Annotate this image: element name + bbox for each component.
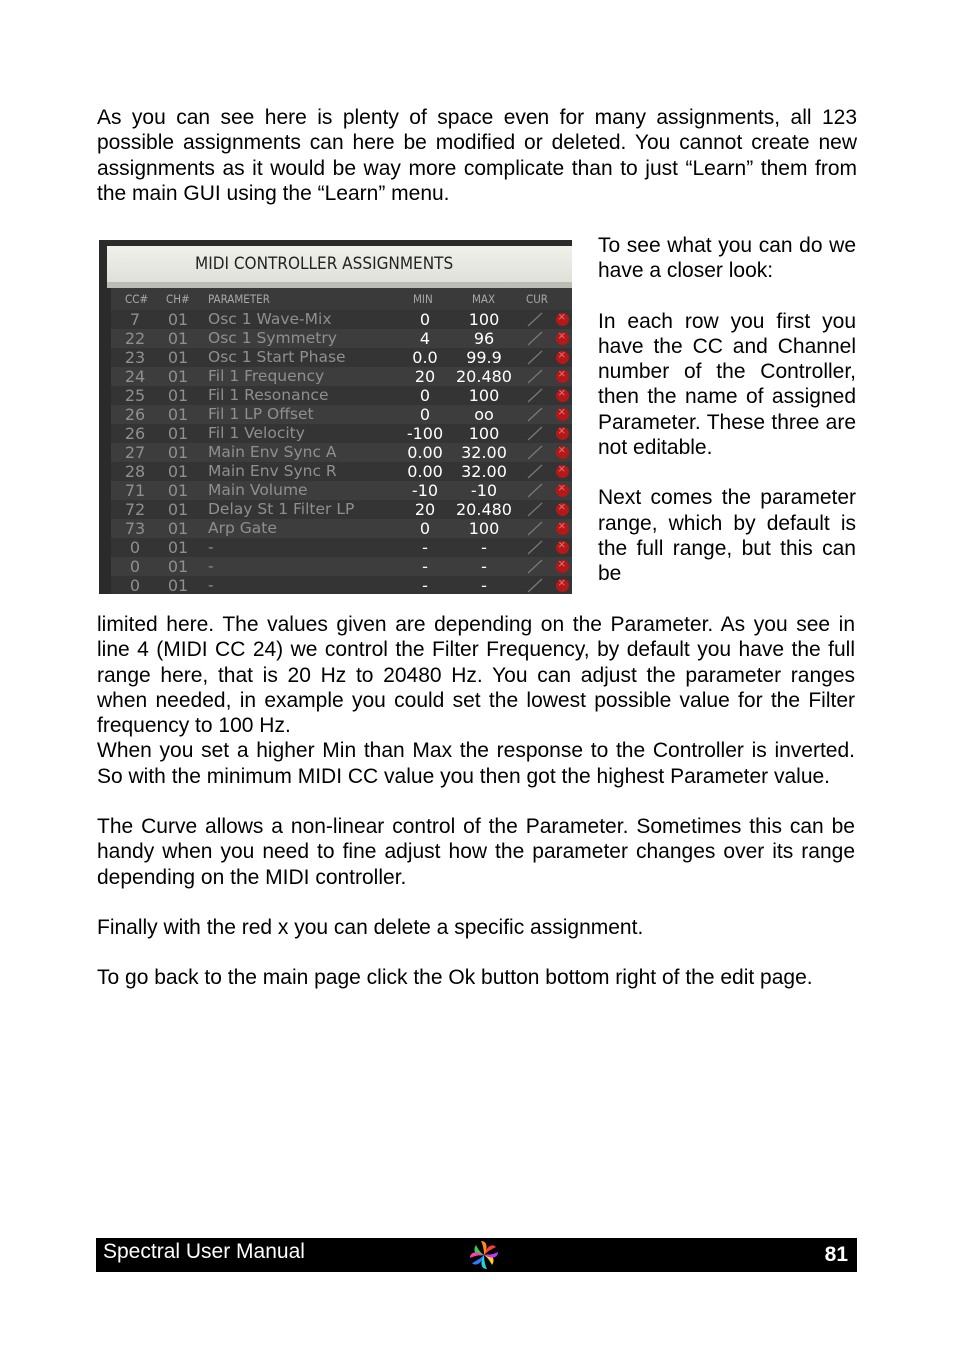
delete-icon[interactable]: [556, 313, 569, 326]
footer-title: Spectral User Manual: [103, 1240, 305, 1263]
cell-min[interactable]: 20: [414, 500, 436, 519]
panel-header: [107, 246, 572, 282]
cell-parameter: -: [208, 557, 214, 575]
delete-icon[interactable]: [556, 484, 569, 497]
cell-cc: 24: [124, 367, 146, 386]
curve-icon[interactable]: [526, 426, 544, 441]
page-footer: [96, 1238, 857, 1272]
side-paragraph-3: Next comes the parameter range, which by default is the full range, but this can be: [598, 486, 856, 586]
cell-cc: 26: [124, 424, 146, 443]
curve-icon[interactable]: [526, 559, 544, 574]
cell-max[interactable]: 96: [473, 329, 495, 348]
cell-min[interactable]: 4: [419, 329, 431, 348]
cell-parameter: Osc 1 Symmetry: [208, 329, 337, 347]
header-ch: CH#: [166, 292, 190, 306]
cell-cc: 0: [129, 557, 141, 576]
page-number: 81: [824, 1243, 848, 1266]
table-row: [111, 329, 572, 348]
delete-paragraph: Finally with the red x you can delete a specific assignment.: [97, 915, 644, 939]
cell-cc: 28: [124, 462, 146, 481]
cell-parameter: Fil 1 Frequency: [208, 367, 325, 385]
assignment-table: [111, 288, 572, 594]
cell-parameter: Main Volume: [208, 481, 308, 499]
cell-max[interactable]: -10: [470, 481, 498, 500]
cell-max[interactable]: 32.00: [461, 462, 507, 481]
cell-min[interactable]: 0.0: [412, 348, 438, 367]
table-row: [111, 576, 572, 594]
cell-cc: 25: [124, 386, 146, 405]
continuation-text: [97, 612, 855, 991]
cell-channel: 01: [167, 481, 189, 500]
side-column: [598, 233, 856, 587]
cell-cc: 26: [124, 405, 146, 424]
table-row: [111, 519, 572, 538]
curve-icon[interactable]: [526, 521, 544, 536]
cell-max[interactable]: 20.480: [456, 500, 512, 519]
cell-min[interactable]: 0: [419, 519, 431, 538]
curve-icon[interactable]: [526, 578, 544, 593]
header-parameter: PARAMETER: [208, 292, 270, 306]
table-row: [111, 462, 572, 481]
delete-icon[interactable]: [556, 370, 569, 383]
header-cc: CC#: [125, 292, 149, 306]
cell-parameter: Osc 1 Start Phase: [208, 348, 346, 366]
cell-min[interactable]: 0: [419, 386, 431, 405]
cell-min[interactable]: -: [422, 576, 428, 594]
cell-parameter: Osc 1 Wave-Mix: [208, 310, 332, 328]
delete-icon[interactable]: [556, 503, 569, 516]
ok-paragraph: To go back to the main page click the Ok button bottom right of the edit page.: [97, 966, 813, 990]
side-paragraph-1: To see what you can do we have a closer look:: [598, 234, 856, 283]
cell-min[interactable]: -100: [406, 424, 444, 443]
cell-max[interactable]: oo: [474, 405, 494, 424]
table-row: [111, 500, 572, 519]
table-row: [111, 557, 572, 576]
curve-paragraph: The Curve allows a non-linear control of the Parameter. Sometimes this can be handy when you need to fine adjust how the parameter changes over its range depending on the MIDI controller.: [97, 815, 855, 889]
curve-icon[interactable]: [526, 483, 544, 498]
intro-paragraph: As you can see here is plenty of space even for many assignments, all 123 possible assignments can here be modified or deleted. You cannot create new assignments as it would be way more complicate than to just “Learn” them from the main GUI using the “Learn” menu.: [97, 106, 857, 205]
table-row: [111, 367, 572, 386]
table-row: [111, 424, 572, 443]
cell-max[interactable]: 20.480: [456, 367, 512, 386]
cell-min[interactable]: 0.00: [407, 462, 443, 481]
delete-icon[interactable]: [556, 332, 569, 345]
curve-icon[interactable]: [526, 312, 544, 327]
table-row: [111, 405, 572, 424]
cell-max[interactable]: -: [481, 557, 487, 576]
cell-parameter: -: [208, 538, 214, 556]
delete-icon[interactable]: [556, 408, 569, 421]
cell-channel: 01: [167, 443, 189, 462]
cell-cc: 22: [124, 329, 146, 348]
cell-parameter: Main Env Sync A: [208, 443, 337, 461]
cell-cc: 0: [129, 576, 141, 594]
table-row: [111, 481, 572, 500]
cell-channel: 01: [167, 348, 189, 367]
delete-icon[interactable]: [556, 541, 569, 554]
cell-min[interactable]: 0: [419, 405, 431, 424]
cell-cc: 0: [129, 538, 141, 557]
cell-max[interactable]: 100: [468, 519, 500, 538]
cell-parameter: Fil 1 LP Offset: [208, 405, 314, 423]
cell-min[interactable]: -10: [411, 481, 439, 500]
curve-icon[interactable]: [526, 331, 544, 346]
cell-channel: 01: [167, 310, 189, 329]
invert-paragraph: When you set a higher Min than Max the response to the Controller is inverted. So with the minimum MIDI CC value you then got the highest Parameter value.: [97, 739, 855, 788]
cell-min[interactable]: 20: [414, 367, 436, 386]
delete-icon[interactable]: [556, 560, 569, 573]
header-min: MIN: [413, 292, 433, 306]
table-row: [111, 386, 572, 405]
delete-icon[interactable]: [556, 446, 569, 459]
cell-max[interactable]: 100: [468, 386, 500, 405]
curve-icon[interactable]: [526, 369, 544, 384]
cell-parameter: Arp Gate: [208, 519, 277, 537]
spectral-logo-icon: [466, 1238, 502, 1272]
cell-cc: 73: [124, 519, 146, 538]
delete-icon[interactable]: [556, 427, 569, 440]
cell-parameter: Fil 1 Velocity: [208, 424, 305, 442]
cell-parameter: -: [208, 576, 214, 594]
cell-max[interactable]: 100: [468, 310, 500, 329]
cell-channel: 01: [167, 462, 189, 481]
header-max: MAX: [472, 292, 496, 306]
table-row: [111, 443, 572, 462]
curve-icon[interactable]: [526, 350, 544, 365]
cell-min[interactable]: -: [422, 538, 428, 557]
cell-parameter: Fil 1 Resonance: [208, 386, 329, 404]
cell-cc: 7: [129, 310, 141, 329]
table-row: [111, 310, 572, 329]
side-paragraph-2: In each row you first you have the CC and Channel number of the Controller, then the name of assigned Parameter. These three are not editable.: [598, 309, 856, 460]
range-paragraph: limited here. The values given are depending on the Parameter. As you see in line 4 (MIDI CC 24) we control the Filter Frequency, by default you have the full range here, that is 20 Hz to 20480 Hz. You can adjust the parameter ranges when needed, in example you could set the lowest possible value for the Filter frequency to 100 Hz.: [97, 613, 855, 738]
cell-cc: 72: [124, 500, 146, 519]
cell-min[interactable]: 0.00: [407, 443, 443, 462]
table-row: [111, 348, 572, 367]
curve-icon[interactable]: [526, 464, 544, 479]
cell-min[interactable]: 0: [419, 310, 431, 329]
cell-channel: 01: [167, 405, 189, 424]
cell-channel: 01: [167, 557, 189, 576]
cell-parameter: Main Env Sync R: [208, 462, 337, 480]
table-row: [111, 538, 572, 557]
cell-channel: 01: [167, 500, 189, 519]
delete-icon[interactable]: [556, 522, 569, 535]
delete-icon[interactable]: [556, 579, 569, 592]
cell-cc: 71: [124, 481, 146, 500]
cell-cc: 23: [124, 348, 146, 367]
cell-channel: 01: [167, 386, 189, 405]
cell-max[interactable]: 32.00: [461, 443, 507, 462]
cell-max[interactable]: 99.9: [466, 348, 502, 367]
panel-title: MIDI CONTROLLER ASSIGNMENTS: [195, 254, 454, 274]
cell-channel: 01: [167, 367, 189, 386]
delete-icon[interactable]: [556, 465, 569, 478]
curve-icon[interactable]: [526, 388, 544, 403]
delete-icon[interactable]: [556, 389, 569, 402]
cell-channel: 01: [167, 576, 189, 594]
curve-icon[interactable]: [526, 502, 544, 517]
cell-channel: 01: [167, 329, 189, 348]
cell-channel: 01: [167, 538, 189, 557]
cell-min[interactable]: -: [422, 557, 428, 576]
cell-max[interactable]: 100: [468, 424, 500, 443]
curve-icon[interactable]: [526, 445, 544, 460]
cell-cc: 27: [124, 443, 146, 462]
cell-channel: 01: [167, 519, 189, 538]
cell-channel: 01: [167, 424, 189, 443]
cell-max[interactable]: -: [481, 538, 487, 557]
curve-icon[interactable]: [526, 540, 544, 555]
header-cur: CUR: [526, 292, 548, 306]
cell-max[interactable]: -: [481, 576, 487, 594]
cell-parameter: Delay St 1 Filter LP: [208, 500, 355, 518]
midi-assignments-screenshot: [99, 240, 572, 594]
delete-icon[interactable]: [556, 351, 569, 364]
curve-icon[interactable]: [526, 407, 544, 422]
